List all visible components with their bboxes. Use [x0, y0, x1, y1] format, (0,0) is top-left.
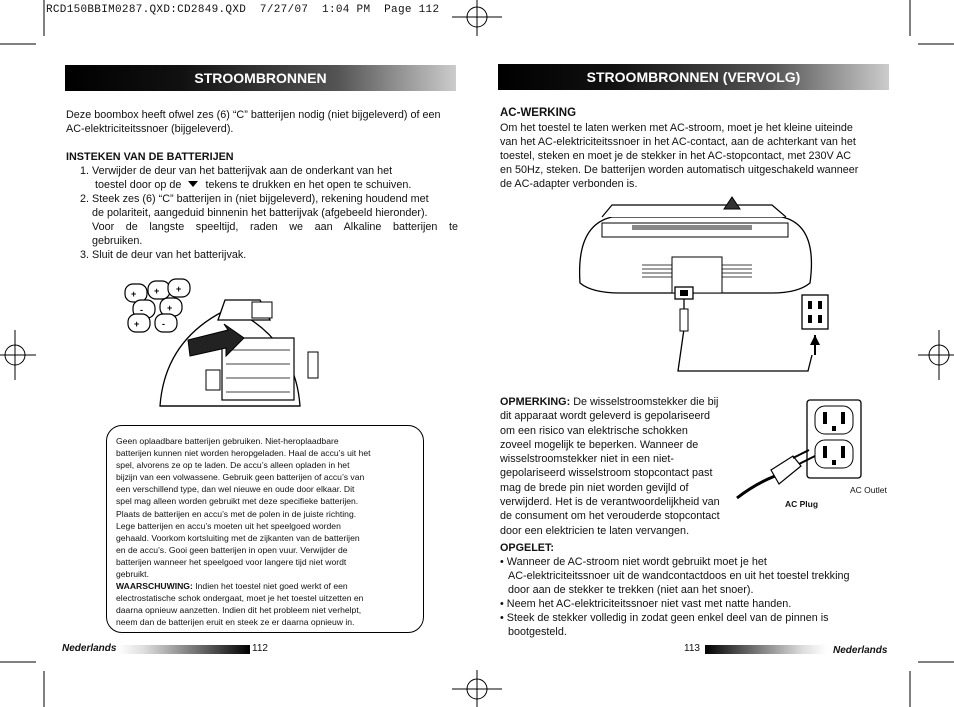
battery-illustration	[120, 278, 340, 418]
press-arrow-icon	[188, 181, 198, 187]
right-footer-bar	[705, 645, 827, 654]
caution-line: en de accu’s. Gooi geen batterijen in open vuur. Verwijder de	[116, 544, 348, 555]
svg-text:-: -	[162, 319, 165, 329]
left-page-number: 112	[252, 643, 268, 654]
svg-text:+: +	[167, 303, 173, 313]
ac-paragraph	[500, 121, 892, 191]
note-line: zoveel mogelijk te beperken. Wanneer de	[500, 438, 699, 451]
caution-line: gebruikt.	[116, 569, 149, 580]
svg-text:+: +	[134, 319, 140, 329]
warning-label: WAARSCHUWING:	[116, 581, 193, 592]
note-line: verwijderd. Het is de verantwoordelijkheid van	[500, 496, 720, 509]
ac-line: Om het toestel te laten werken met AC-stroom, moet je het kleine uiteinde	[500, 122, 853, 134]
step-line: 1. Verwijder de deur van het batterijvak aan de onderkant van het	[80, 165, 393, 177]
left-footer-language: Nederlands	[62, 643, 117, 654]
step-line: Voor de langste speeltijd, raden we aan Alkaline batterijen te	[92, 221, 458, 233]
left-header-bar	[65, 65, 456, 91]
ac-line: toestel, steken en moet je de stekker in het AC-stopcontact, met 230V AC	[500, 150, 852, 162]
note-text: De wisselstroomstekker die bij	[573, 396, 719, 408]
note-line: de consument om het verouderde stopcontact	[500, 510, 720, 523]
opgelet-list	[500, 555, 892, 639]
step-line-part: toestel door op de	[95, 179, 182, 191]
step-line-part: tekens te drukken en het open te schuiven.	[205, 179, 412, 191]
svg-text:+: +	[154, 286, 160, 296]
opgelet-heading: OPGELET:	[500, 542, 554, 554]
caution-line: batterijen kunnen niet worden heropgeladen. Haal de accu’s uit het	[116, 448, 371, 459]
ac-line: van het AC-elektriciteitssnoer in het AC-contact, aan de achterkant van het	[500, 136, 856, 148]
opgelet-line: door aan de stekker te trekken (niet aan het snoer).	[508, 584, 754, 596]
opgelet-line: bootgesteld.	[508, 626, 567, 638]
ac-heading: AC-WERKING	[500, 107, 577, 119]
note-line: dit apparaat wordt geleverd is gepolariseerd	[500, 410, 711, 423]
caution-line: bijzijn van een volwassene. Gebruik geen batterijen of accu’s van	[116, 472, 365, 483]
caution-line: Geen oplaadbare batterijen gebruiken. Niet-heroplaadbare	[116, 436, 339, 446]
caution-line: spel mag alleen worden gebruikt met deze specifieke batterijen.	[116, 496, 359, 507]
note-line: mag de brede pin niet worden gevijld of	[500, 481, 689, 494]
opgelet-line: • Wanneer de AC-stroom niet wordt gebruikt moet je het	[500, 556, 767, 568]
caution-line: een verschillend type, dan wel nieuwe en oude door elkaar. Dit	[116, 484, 355, 495]
boombox-ac-illustration	[572, 195, 832, 385]
opgelet-line: • Neem het AC-elektriciteitssnoer niet vast met natte handen.	[500, 598, 792, 610]
print-slug: RCD150BBIM0287.QXD:CD2849.QXD 7/27/07 1:04 PM Page 112	[46, 4, 440, 16]
caution-line: Plaats de batterijen en accu’s met de polen in de juiste richting.	[116, 508, 357, 519]
note-label: OPMERKING:	[500, 396, 571, 408]
note-paragraph	[500, 395, 742, 538]
right-header-title: STROOMBRONNEN (VERVOLG)	[586, 69, 801, 85]
svg-text:+: +	[176, 284, 182, 294]
left-header-title: STROOMBRONNEN	[194, 70, 327, 86]
right-footer-language: Nederlands	[833, 645, 888, 656]
warning-line: neem dan de batterijen eruit en steek ze er daarna opnieuw in.	[116, 617, 355, 628]
note-line: gepolariseerd wisselstroom stopcontact past	[500, 467, 713, 480]
caution-line: Lege batterijen en accu’s moeten uit het speelgoed worden	[116, 520, 341, 531]
warning-text: Indien het toestel niet goed werkt of een	[195, 581, 348, 592]
note-line: door een elektricien te laten vervangen.	[500, 524, 690, 537]
warning-line: daarna opnieuw aanzetten. Indien dit het probleem niet verhelpt,	[116, 605, 362, 616]
note-line	[500, 395, 742, 409]
opgelet-line: • Steek de stekker volledig in zodat geen enkel deel van de pinnen is	[500, 612, 829, 624]
step-line: gebruiken.	[92, 235, 143, 247]
step-line: 3. Sluit de deur van het batterijvak.	[80, 249, 247, 261]
svg-text:-: -	[140, 305, 143, 315]
opgelet-line: AC-elektriciteitssnoer uit de wandcontactdoos en uit het toestel trekking	[508, 570, 850, 582]
left-footer-bar	[118, 645, 250, 654]
note-line: om een risico van elektrische schokken	[500, 424, 688, 437]
note-line: wisselstroomstekker niet in een niet-	[500, 453, 675, 466]
warning-line	[116, 580, 415, 592]
caution-line: batterijen wanneer het speelgoed voor langere tijd niet wordt	[116, 556, 347, 567]
ac-line: de AC-adapter verbonden is.	[500, 178, 638, 190]
battery-heading: INSTEKEN VAN DE BATTERIJEN	[66, 151, 234, 163]
warning-line: electrostatische schok ondergaat, moet je het toestel uitzetten en	[116, 593, 364, 604]
caution-box	[106, 425, 424, 633]
caution-line: gehaald. Voorkom kortsluiting met de zijkanten van de batterijen	[116, 532, 360, 543]
caution-line: spel, alvorens ze op te laden. De accu’s alleen opladen in het	[116, 460, 350, 471]
battery-steps	[66, 164, 458, 262]
svg-text:+: +	[131, 289, 137, 299]
right-header-bar	[498, 64, 889, 90]
ac-outlet-label: AC Outlet	[850, 485, 887, 495]
step-line	[66, 178, 458, 192]
right-page-number: 113	[684, 643, 700, 654]
step-line: 2. Steek zes (6) “C” batterijen in (niet bijgeleverd), rekening houdend met	[80, 193, 429, 205]
ac-line: en 50Hz, steken. De batterijen worden automatisch uitgeschakeld wanneer	[500, 164, 859, 176]
step-line: de polariteit, aangeduid binnenin het batterijvak (afgebeeld hieronder).	[92, 207, 428, 219]
ac-plug-label: AC Plug	[785, 499, 819, 509]
intro-paragraph: Deze boombox heeft ofwel zes (6) “C” batterijen nodig (niet bijgeleverd) of een AC-elektriciteitssnoer (bijgeleverd).	[66, 109, 441, 135]
